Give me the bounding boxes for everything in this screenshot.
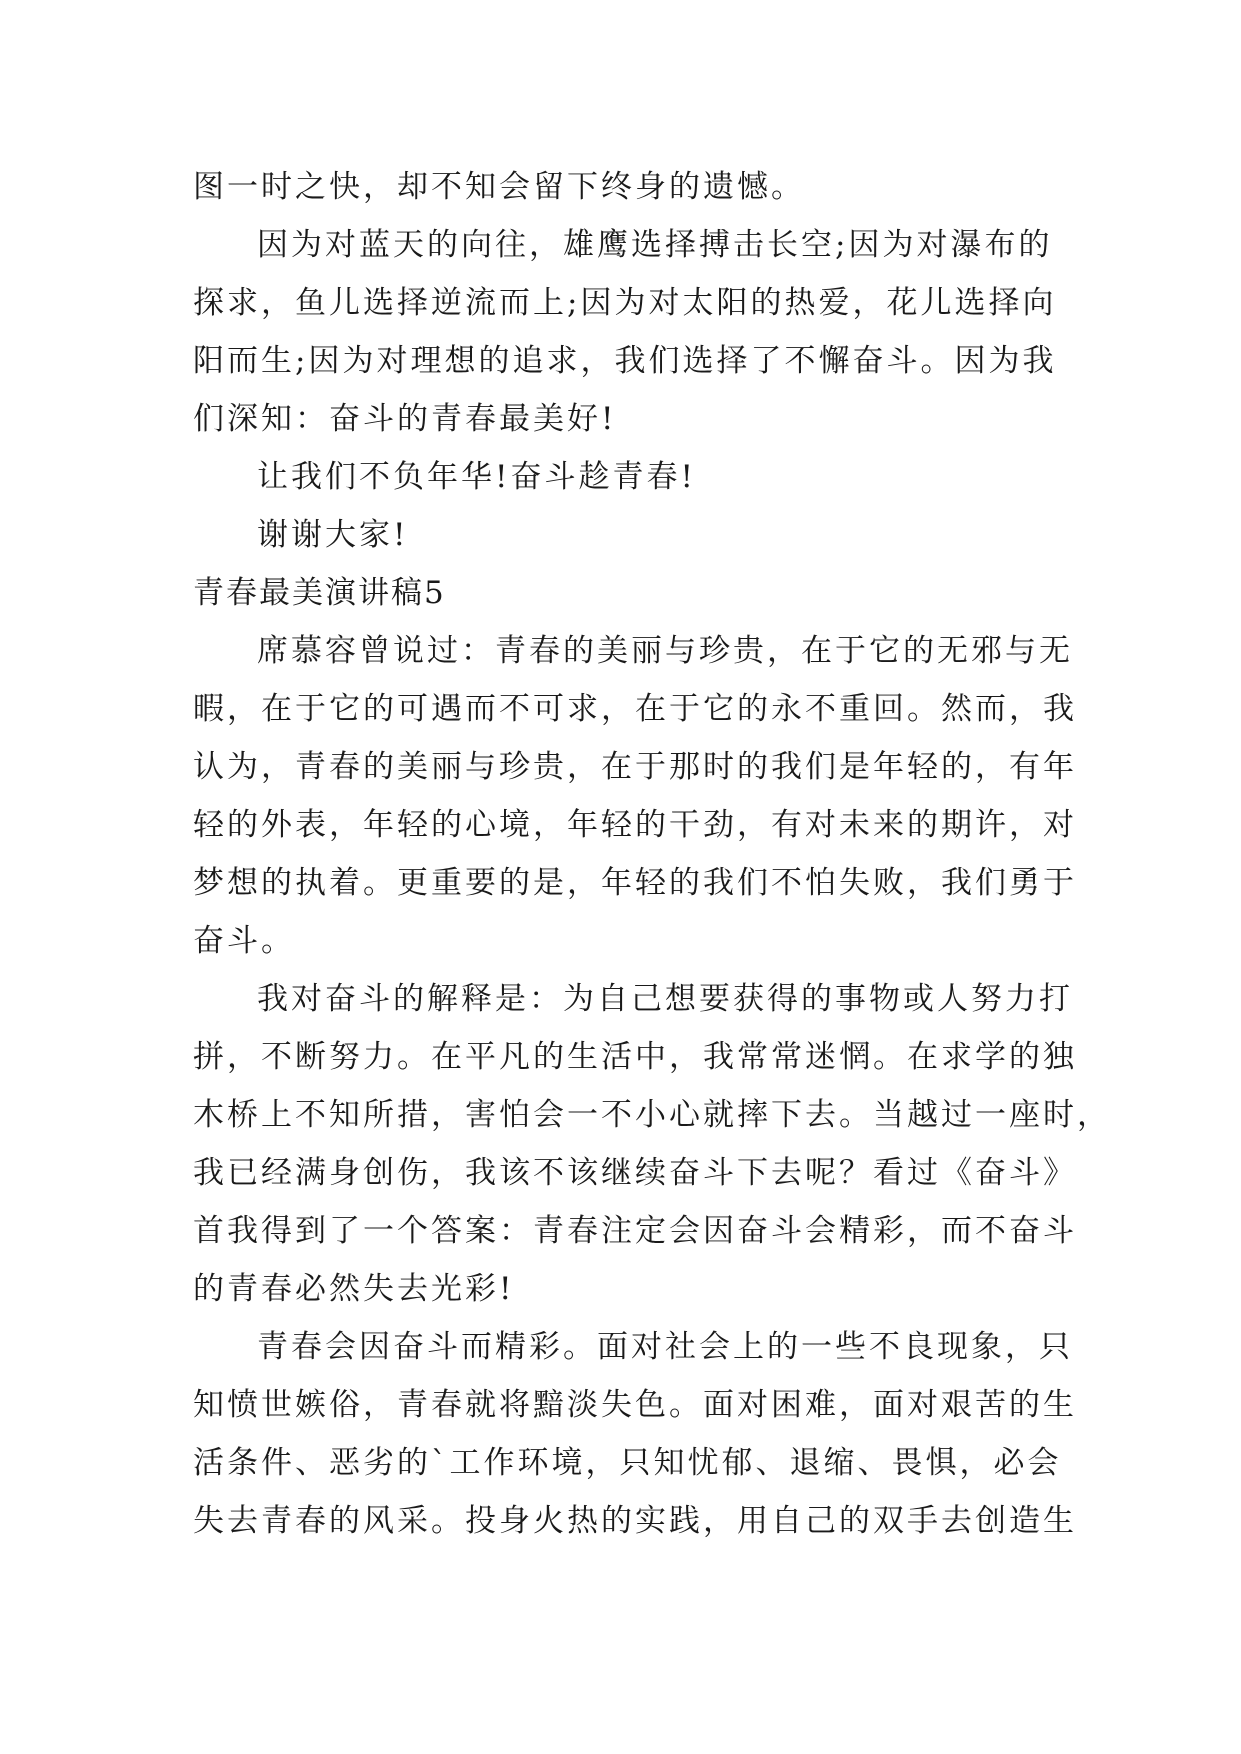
text-line: 奋斗。 <box>193 923 295 959</box>
text-line: 们深知：奋斗的青春最美好! <box>193 401 617 437</box>
text-line: 活条件、恶劣的`工作环境，只知忧郁、退缩、畏惧，必会 <box>193 1445 1062 1481</box>
text-line: 轻的外表，年轻的心境，年轻的干劲，有对未来的期许，对 <box>193 807 1077 843</box>
paragraph-start: 青春会因奋斗而精彩。面对社会上的一些不良现象，只 <box>257 1329 1073 1365</box>
text-line: 探求，鱼儿选择逆流而上;因为对太阳的热爱，花儿选择向 <box>193 285 1057 321</box>
text-line: 知愤世嫉俗，青春就将黯淡失色。面对困难，面对艰苦的生 <box>193 1387 1077 1423</box>
document-body <box>193 158 1111 1550</box>
text-line: 拼，不断努力。在平凡的生活中，我常常迷惘。在求学的独 <box>193 1039 1077 1075</box>
paragraph-start: 因为对蓝天的向往，雄鹰选择搏击长空;因为对瀑布的 <box>257 227 1053 263</box>
text-line: 阳而生;因为对理想的追求，我们选择了不懈奋斗。因为我 <box>193 343 1057 379</box>
text-line: 木桥上不知所措，害怕会一不小心就摔下去。当越过一座时， <box>193 1097 1111 1133</box>
paragraph-start: 让我们不负年华!奋斗趁青春! <box>257 459 696 495</box>
text-line: 我已经满身创伤，我该不该继续奋斗下去呢？看过《奋斗》 <box>193 1155 1077 1191</box>
text-line: 的青春必然失去光彩! <box>193 1271 515 1307</box>
text-line: 图一时之快，却不知会留下终身的遗憾。 <box>193 169 805 205</box>
text-line: 首我得到了一个答案：青春注定会因奋斗会精彩，而不奋斗 <box>193 1213 1077 1249</box>
text-line: 暇，在于它的可遇而不可求，在于它的永不重回。然而，我 <box>193 691 1077 727</box>
section-heading: 青春最美演讲稿5 <box>193 575 446 611</box>
paragraph-start: 谢谢大家! <box>257 517 409 553</box>
text-line: 失去青春的风采。投身火热的实践，用自己的双手去创造生 <box>193 1503 1077 1539</box>
paragraph-start: 我对奋斗的解释是：为自己想要获得的事物或人努力打 <box>257 981 1073 1017</box>
paragraph-start: 席慕容曾说过：青春的美丽与珍贵，在于它的无邪与无 <box>257 633 1073 669</box>
text-line: 梦想的执着。更重要的是，年轻的我们不怕失败，我们勇于 <box>193 865 1077 901</box>
text-line: 认为，青春的美丽与珍贵，在于那时的我们是年轻的，有年 <box>193 749 1077 785</box>
